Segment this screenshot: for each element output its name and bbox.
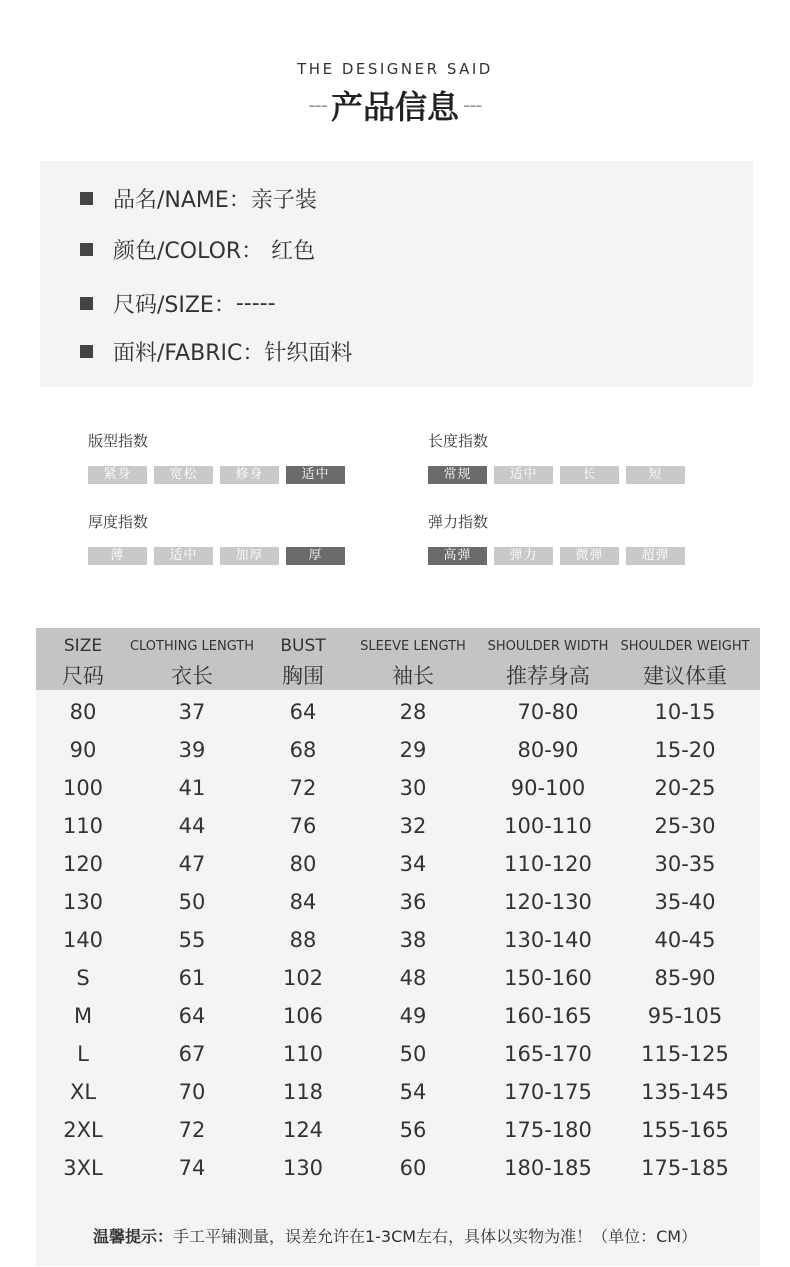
info-row-size [80, 288, 276, 319]
table-cell: 35-40 [654, 890, 716, 914]
length-option: 短 [626, 466, 685, 484]
bullet-square-icon [80, 192, 93, 205]
length-index [428, 430, 692, 484]
fit-option: 宽松 [154, 466, 213, 484]
header-cell-shoulder-weight [616, 628, 754, 690]
table-cell: 85-90 [654, 966, 716, 990]
fit-index-label: 版型指数 [88, 432, 149, 450]
fit-option: 修身 [220, 466, 279, 484]
table-cell: 95-105 [647, 1004, 723, 1028]
table-cell: 180-185 [504, 1156, 592, 1180]
table-cell: 48 [399, 966, 427, 990]
table-row [36, 769, 760, 807]
header-cell-clothing-length [126, 628, 258, 690]
bullet-square-icon [80, 345, 93, 358]
header-en: SIZE [63, 636, 103, 656]
size-table-header [36, 628, 760, 690]
fit-index-options [88, 466, 352, 484]
table-cell: 80 [69, 700, 97, 724]
info-row-fabric [80, 336, 352, 367]
header-zh: 推荐身高 [506, 664, 590, 688]
info-label: 颜色/COLOR： [113, 239, 264, 264]
table-row [36, 883, 760, 921]
table-cell: 155-165 [641, 1118, 729, 1142]
title-row [0, 82, 790, 128]
table-cell: 34 [399, 852, 427, 876]
table-cell: 68 [289, 738, 317, 762]
table-cell: 39 [178, 738, 206, 762]
section-subtitle: THE DESIGNER SAID [297, 60, 493, 78]
table-cell: 175-185 [641, 1156, 729, 1180]
header-en: SHOULDER WEIGHT [620, 639, 750, 654]
table-cell: 56 [399, 1118, 427, 1142]
table-cell: 120 [62, 852, 104, 876]
info-value: ----- [235, 291, 276, 316]
note-text: 手工平铺测量，误差允许在1-3CM左右，具体以实物为准！（单位：CM） [172, 1227, 698, 1246]
table-row [36, 921, 760, 959]
title-dash-right: --- [463, 93, 482, 117]
header-zh: 建议体重 [643, 664, 727, 688]
table-cell: 118 [282, 1080, 324, 1104]
table-cell: 135-145 [641, 1080, 729, 1104]
length-option: 适中 [494, 466, 553, 484]
table-cell: 47 [178, 852, 206, 876]
table-cell: 88 [289, 928, 317, 952]
section-title: 产品信息 [330, 88, 459, 126]
elasticity-option: 超弹 [626, 547, 685, 565]
elasticity-index [428, 511, 692, 565]
table-row [36, 693, 760, 731]
info-row-color [80, 234, 315, 265]
table-cell: 130 [62, 890, 104, 914]
table-cell: 37 [178, 700, 206, 724]
table-cell: 110 [62, 814, 104, 838]
table-cell: 15-20 [654, 738, 716, 762]
elasticity-index-options [428, 547, 692, 565]
header-zh: 尺码 [62, 664, 104, 688]
table-cell: 110 [282, 1042, 324, 1066]
thickness-option-selected: 厚 [286, 547, 345, 565]
thickness-index [88, 511, 352, 565]
header-cell-bust [262, 628, 344, 690]
table-cell: 70-80 [517, 700, 579, 724]
elasticity-index-label: 弹力指数 [428, 513, 489, 531]
table-cell: 67 [178, 1042, 206, 1066]
header-zh: 袖长 [392, 664, 434, 688]
fit-option: 紧身 [88, 466, 147, 484]
table-cell: 29 [399, 738, 427, 762]
table-cell: 25-30 [654, 814, 716, 838]
measurement-note [0, 1224, 790, 1247]
table-cell: 90 [69, 738, 97, 762]
info-label: 品名/NAME： [113, 188, 251, 213]
table-cell: M [73, 1004, 93, 1028]
table-cell: 32 [399, 814, 427, 838]
table-cell: 2XL [63, 1118, 103, 1142]
table-cell: 80 [289, 852, 317, 876]
table-row [36, 807, 760, 845]
header-zh: 胸围 [282, 664, 324, 688]
header-en: SLEEVE LENGTH [360, 639, 466, 654]
table-cell: 50 [178, 890, 206, 914]
info-row-name [80, 183, 317, 214]
table-cell: 74 [178, 1156, 206, 1180]
table-cell: 120-130 [504, 890, 592, 914]
table-cell: L [77, 1042, 89, 1066]
table-cell: 100 [62, 776, 104, 800]
title-dash-left: --- [308, 93, 327, 117]
header-en: SHOULDER WIDTH [487, 639, 609, 654]
table-cell: 130 [282, 1156, 324, 1180]
header-zh: 衣长 [171, 664, 213, 688]
table-cell: 41 [178, 776, 206, 800]
table-cell: 30-35 [654, 852, 716, 876]
fit-option-selected: 适中 [286, 466, 345, 484]
table-cell: 60 [399, 1156, 427, 1180]
table-cell: 55 [178, 928, 206, 952]
table-cell: 38 [399, 928, 427, 952]
size-table-body [36, 693, 760, 1187]
table-cell: 36 [399, 890, 427, 914]
table-row [36, 1035, 760, 1073]
table-cell: 160-165 [504, 1004, 592, 1028]
table-cell: 3XL [63, 1156, 103, 1180]
table-cell: 20-25 [654, 776, 716, 800]
elasticity-option-selected: 高弹 [428, 547, 487, 565]
table-row [36, 1149, 760, 1187]
table-cell: 28 [399, 700, 427, 724]
thickness-option: 适中 [154, 547, 213, 565]
table-cell: 64 [289, 700, 317, 724]
info-value: 红色 [271, 239, 316, 264]
elasticity-option: 弹力 [494, 547, 553, 565]
table-row [36, 1073, 760, 1111]
header-cell-sleeve-length [350, 628, 476, 690]
table-row [36, 959, 760, 997]
table-cell: 72 [289, 776, 317, 800]
table-row [36, 845, 760, 883]
table-cell: 165-170 [504, 1042, 592, 1066]
table-row [36, 731, 760, 769]
info-label: 面料/FABRIC： [113, 341, 265, 366]
thickness-index-label: 厚度指数 [88, 513, 149, 531]
table-cell: S [76, 966, 90, 990]
table-cell: 106 [282, 1004, 324, 1028]
table-cell: 10-15 [654, 700, 716, 724]
table-cell: 76 [289, 814, 317, 838]
fit-index [88, 430, 352, 484]
header-en: CLOTHING LENGTH [129, 639, 255, 654]
table-cell: 50 [399, 1042, 427, 1066]
note-prefix: 温馨提示： [92, 1227, 173, 1246]
table-cell: 110-120 [504, 852, 592, 876]
header-cell-size [36, 628, 130, 690]
bullet-square-icon [80, 297, 93, 310]
length-option: 长 [560, 466, 619, 484]
info-value: 亲子装 [250, 188, 317, 213]
table-cell: 54 [399, 1080, 427, 1104]
table-row [36, 997, 760, 1035]
bullet-square-icon [80, 243, 93, 256]
table-cell: 130-140 [504, 928, 592, 952]
table-cell: 70 [178, 1080, 206, 1104]
table-cell: XL [69, 1080, 97, 1104]
table-cell: 64 [178, 1004, 206, 1028]
elasticity-option: 微弹 [560, 547, 619, 565]
table-cell: 30 [399, 776, 427, 800]
table-cell: 80-90 [517, 738, 579, 762]
table-cell: 115-125 [641, 1042, 729, 1066]
table-cell: 170-175 [504, 1080, 592, 1104]
length-index-label: 长度指数 [428, 432, 489, 450]
section-header [0, 60, 790, 128]
table-cell: 61 [178, 966, 206, 990]
table-cell: 84 [289, 890, 317, 914]
length-option-selected: 常规 [428, 466, 487, 484]
table-cell: 40-45 [654, 928, 716, 952]
table-cell: 140 [62, 928, 104, 952]
length-index-options [428, 466, 692, 484]
thickness-index-options [88, 547, 352, 565]
info-label: 尺码/SIZE： [113, 293, 236, 318]
table-row [36, 1111, 760, 1149]
table-cell: 150-160 [504, 966, 592, 990]
table-cell: 100-110 [504, 814, 592, 838]
table-cell: 49 [399, 1004, 427, 1028]
table-cell: 72 [178, 1118, 206, 1142]
header-en: BUST [280, 636, 326, 656]
table-cell: 90-100 [510, 776, 586, 800]
table-cell: 44 [178, 814, 206, 838]
size-table [36, 628, 760, 1266]
table-cell: 175-180 [504, 1118, 592, 1142]
table-cell: 124 [282, 1118, 324, 1142]
thickness-option: 加厚 [220, 547, 279, 565]
header-cell-shoulder-width [482, 628, 614, 690]
thickness-option: 薄 [88, 547, 147, 565]
table-cell: 102 [282, 966, 324, 990]
product-info-panel [40, 161, 753, 387]
info-value: 针织面料 [264, 341, 353, 366]
